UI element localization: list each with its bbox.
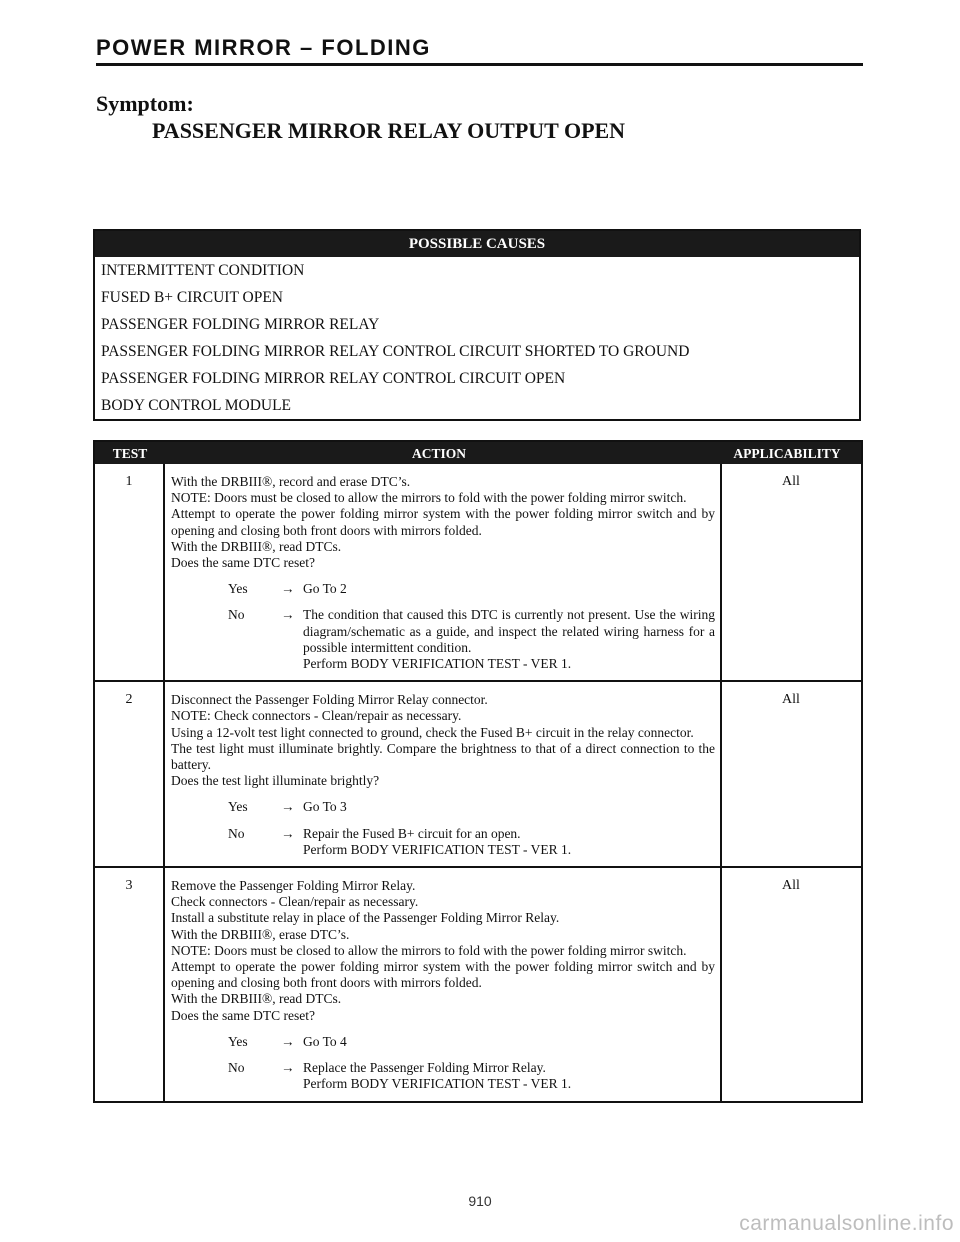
yes-branch xyxy=(171,799,715,815)
result-line: Go To 4 xyxy=(303,1033,347,1049)
no-branch xyxy=(171,826,715,858)
possible-causes-heading: POSSIBLE CAUSES xyxy=(95,231,859,257)
action-line: Does the same DTC reset? xyxy=(171,1007,315,1023)
action-line: NOTE: Doors must be closed to allow the mirrors to fold with the power folding mirror switch. xyxy=(171,490,687,506)
page-number: 910 xyxy=(468,1193,492,1209)
yes-result xyxy=(303,799,715,815)
test-applicability: All xyxy=(720,464,861,680)
cause-item: BODY CONTROL MODULE xyxy=(101,397,292,414)
result-line: Go To 3 xyxy=(303,799,347,815)
no-branch xyxy=(171,607,715,672)
action-line: NOTE: Doors must be closed to allow the mirrors to fold with the power folding mirror switch. xyxy=(171,942,687,958)
yes-label: Yes xyxy=(228,581,248,597)
action-line: Disconnect the Passenger Folding Mirror Relay connector. xyxy=(171,692,488,708)
arrow-icon: → xyxy=(281,799,295,815)
test-applicability: All xyxy=(720,682,861,866)
test-row xyxy=(95,680,861,866)
no-label: No xyxy=(228,607,245,623)
action-line: The test light must illuminate brightly. Compare the brightness to that of a direct connection to the battery. xyxy=(171,740,715,773)
possible-causes-table xyxy=(93,229,861,421)
symptom-label: Symptom: xyxy=(96,91,194,116)
test-table-header xyxy=(95,442,861,464)
action-line: Using a 12-volt test light connected to ground, check the Fused B+ circuit in the relay connector. xyxy=(171,724,694,740)
cause-item: INTERMITTENT CONDITION xyxy=(101,262,305,279)
arrow-icon: → xyxy=(281,825,295,841)
result-line: Replace the Passenger Folding Mirror Relay. xyxy=(303,1060,546,1076)
test-number: 2 xyxy=(95,682,165,866)
column-header-applicability: APPLICABILITY xyxy=(733,446,841,461)
action-line: Check connectors - Clean/repair as necessary. xyxy=(171,894,419,910)
action-line: NOTE: Check connectors - Clean/repair as necessary. xyxy=(171,708,462,724)
action-line: With the DRBIII®, read DTCs. xyxy=(171,538,342,554)
cause-item: PASSENGER FOLDING MIRROR RELAY xyxy=(101,316,380,333)
header-rule xyxy=(96,63,863,66)
cause-item: FUSED B+ CIRCUIT OPEN xyxy=(101,289,283,306)
test-number: 3 xyxy=(95,868,165,1100)
result-line: Repair the Fused B+ circuit for an open. xyxy=(303,825,521,841)
watermark: carmanualsonline.info xyxy=(739,1212,954,1235)
cause-item: PASSENGER FOLDING MIRROR RELAY CONTROL CIRCUIT OPEN xyxy=(101,370,566,387)
page-header xyxy=(96,34,863,66)
symptom-title: PASSENGER MIRROR RELAY OUTPUT OPEN xyxy=(152,118,626,143)
column-header-test: TEST xyxy=(112,446,148,461)
yes-branch xyxy=(171,581,715,597)
result-line: Perform BODY VERIFICATION TEST - VER 1. xyxy=(303,656,572,672)
result-line: Go To 2 xyxy=(303,581,347,597)
no-label: No xyxy=(228,825,245,841)
test-applicability: All xyxy=(720,868,861,1100)
action-line: With the DRBIII®, record and erase DTC’s. xyxy=(171,474,411,489)
result-line: Perform BODY VERIFICATION TEST - VER 1. xyxy=(303,841,572,857)
no-label: No xyxy=(228,1060,245,1076)
test-row xyxy=(95,866,861,1100)
section-title: POWER MIRROR – FOLDING xyxy=(96,35,431,60)
test-action xyxy=(165,868,720,1100)
action-line: Attempt to operate the power folding mirror system with the power folding mirror switch and by opening and closing both front doors with mirrors folded. xyxy=(171,959,715,991)
result-line: The condition that caused this DTC is currently not present. Use the wiring diagram/schematic as a guide, and inspect the related wiring harness for a possible intermittent condition. xyxy=(303,607,715,655)
action-line: With the DRBIII®, erase DTC’s. xyxy=(171,926,350,942)
test-action xyxy=(165,464,720,680)
arrow-icon: → xyxy=(281,607,295,623)
no-result xyxy=(303,826,715,858)
test-number: 1 xyxy=(95,464,165,680)
yes-label: Yes xyxy=(228,799,248,815)
test-action xyxy=(165,682,720,866)
action-line: Does the same DTC reset? xyxy=(171,555,315,571)
action-line: Attempt to operate the power folding mirror system with the power folding mirror switch and by opening and closing both front doors with mirrors folded. xyxy=(171,506,715,538)
yes-result xyxy=(303,581,715,597)
test-row xyxy=(95,464,861,680)
yes-result xyxy=(303,1034,715,1050)
arrow-icon: → xyxy=(281,581,295,597)
yes-branch xyxy=(171,1034,715,1050)
action-line: Remove the Passenger Folding Mirror Relay. xyxy=(171,878,416,894)
cause-item: PASSENGER FOLDING MIRROR RELAY CONTROL CIRCUIT SHORTED TO GROUND xyxy=(101,343,690,360)
result-line: Perform BODY VERIFICATION TEST - VER 1. xyxy=(303,1076,572,1092)
test-rows xyxy=(95,464,861,1101)
no-result xyxy=(303,1060,715,1092)
yes-label: Yes xyxy=(228,1033,248,1049)
arrow-icon: → xyxy=(281,1060,295,1076)
action-line: Does the test light illuminate brightly? xyxy=(171,773,380,789)
action-line: Install a substitute relay in place of the Passenger Folding Mirror Relay. xyxy=(171,910,560,926)
no-branch xyxy=(171,1060,715,1092)
test-table xyxy=(93,440,863,1103)
arrow-icon: → xyxy=(281,1033,295,1049)
column-header-action: ACTION xyxy=(411,446,466,461)
no-result xyxy=(303,607,715,672)
action-line: With the DRBIII®, read DTCs. xyxy=(171,991,342,1007)
